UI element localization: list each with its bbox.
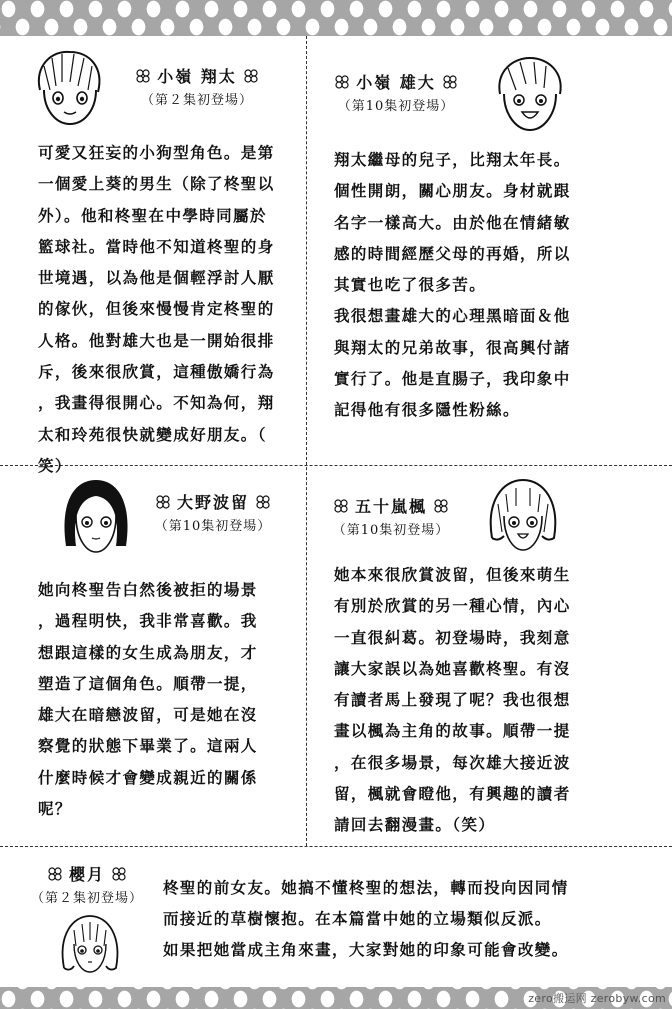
description-line: 請回去翻漫畫。（笑） xyxy=(334,815,496,835)
sakuratsuki-portrait-icon xyxy=(58,912,122,974)
description-line: 察覺的狀態下畢業了。這兩人 xyxy=(38,736,258,756)
description-line: 想跟這樣的女生成為朋友，才 xyxy=(38,642,258,662)
description-line: 畫以楓為主角的故事。順帶一提 xyxy=(334,721,571,741)
sakuratsuki-description xyxy=(163,872,569,965)
description-line: 塑造了這個角色。順帶一提， xyxy=(38,673,258,693)
description-line: 實行了。他是直腸子，我印象中 xyxy=(334,369,571,389)
description-line: 一個愛上葵的男生（除了柊聖以 xyxy=(38,174,275,194)
character-debut: （第２集初登場） xyxy=(140,93,253,108)
character-name: 五十嵐楓 xyxy=(354,497,427,516)
description-line: 記得他有很多隱性粉絲。 xyxy=(334,400,520,420)
description-line: ，過程明快，我非常喜歡。我 xyxy=(38,611,258,631)
description-line: 斥，後來很欣賞，這種傲嬌行為 xyxy=(38,362,275,382)
yudai-description xyxy=(334,144,571,426)
description-line: 世境遇，以為他是個輕浮討人厭 xyxy=(38,268,275,288)
description-line: 的傢伙，但後來慢慢肯定柊聖的 xyxy=(38,299,275,319)
description-line: 名字一樣高大。由於他在情緒敏 xyxy=(334,212,571,232)
character-name: 小嶺 翔太 xyxy=(157,67,237,86)
flower-icon xyxy=(243,68,259,84)
description-line: 翔太繼母的兒子，比翔太年長。 xyxy=(334,150,571,169)
description-line: 外）。他和柊聖在中學時同屬於 xyxy=(38,205,267,225)
description-line: 感的時間經歷父母的再婚，所以 xyxy=(334,243,571,263)
kaede-description xyxy=(334,559,571,841)
flower-icon xyxy=(442,74,458,90)
haru-portrait-icon xyxy=(60,476,132,556)
flower-icon xyxy=(111,866,127,882)
character-name: 櫻月 xyxy=(68,865,105,884)
description-line: 與翔太的兄弟故事，很高興付諸 xyxy=(334,337,571,357)
polka-dot-top-border xyxy=(0,0,672,36)
description-line: 有別於欣賞的另一種心情，內心 xyxy=(334,596,571,616)
description-line: 一直很糾葛。初登場時，我刻意 xyxy=(334,627,571,647)
flower-icon xyxy=(155,494,171,510)
site-watermark: zero搬运网 zerobyw.com xyxy=(528,992,666,1005)
horizontal-divider-bottom xyxy=(0,846,672,847)
description-line: 而接近的草樹懷抱。在本篇當中她的立場類似反派。 xyxy=(163,909,552,928)
description-line: 什麼時候才會變成親近的關係 xyxy=(38,767,258,787)
character-debut: （第10集初登場） xyxy=(337,99,455,114)
shota-name-block xyxy=(112,64,282,108)
haru-name-block xyxy=(138,490,288,534)
description-line: 可愛又狂妄的小狗型角色。是第 xyxy=(38,143,275,162)
character-debut: （第２集初登場） xyxy=(30,891,143,906)
description-line: ，在很多場景，每次雄大接近波 xyxy=(334,752,571,772)
description-line: 她本來很欣賞波留，但後來萌生 xyxy=(334,565,571,584)
description-line: 籃球社。當時他不知道柊聖的身 xyxy=(38,236,275,256)
description-line: 人格。他對雄大也是一開始很排 xyxy=(38,330,275,350)
description-line: 讓大家誤以為她喜歡柊聖。有沒 xyxy=(334,658,571,678)
kaede-portrait-icon xyxy=(484,476,562,556)
vertical-divider xyxy=(306,36,307,846)
description-line: 我很想畫雄大的心理黑暗面＆他 xyxy=(334,306,571,326)
description-line: 柊聖的前女友。她搞不懂柊聖的想法，轉而投向因同情 xyxy=(163,878,569,897)
sakuratsuki-name-block xyxy=(22,862,152,906)
character-debut: （第10集初登場） xyxy=(332,523,450,538)
flower-icon xyxy=(433,498,449,514)
description-line: 笑） xyxy=(38,455,72,475)
description-line: 她向柊聖告白然後被拒的場景 xyxy=(38,580,258,599)
description-line: 留，楓就會瞪他，有興趣的讀者 xyxy=(334,784,571,804)
description-line: 其實也吃了很多苦。 xyxy=(334,275,487,295)
haru-description xyxy=(38,574,258,824)
description-line: 雄大在暗戀波留，可是她在沒 xyxy=(38,705,258,725)
flower-icon xyxy=(47,866,63,882)
character-name: 小嶺 雄大 xyxy=(356,73,436,92)
character-debut: （第10集初登場） xyxy=(154,519,272,534)
flower-icon xyxy=(135,68,151,84)
description-line: 呢？ xyxy=(38,799,72,819)
description-line: 如果把她當成主角來畫，大家對她的印象可能會改變。 xyxy=(163,940,569,959)
flower-icon xyxy=(255,494,271,510)
flower-icon xyxy=(334,74,350,90)
description-line: ，我畫得很開心。不知為何，翔 xyxy=(38,393,275,413)
description-line: 有讀者馬上發現了呢？我也很想 xyxy=(334,690,571,710)
character-name: 大野波留 xyxy=(176,493,249,512)
description-line: 太和玲苑很快就變成好朋友。（ xyxy=(38,424,267,444)
yudai-portrait-icon xyxy=(492,54,566,134)
shota-description xyxy=(38,137,275,481)
yudai-name-block xyxy=(316,70,476,114)
flower-icon xyxy=(333,498,349,514)
description-line: 個性開朗，關心朋友。身材就跟 xyxy=(334,181,571,201)
kaede-name-block xyxy=(316,494,466,538)
shota-portrait-icon xyxy=(30,46,108,128)
